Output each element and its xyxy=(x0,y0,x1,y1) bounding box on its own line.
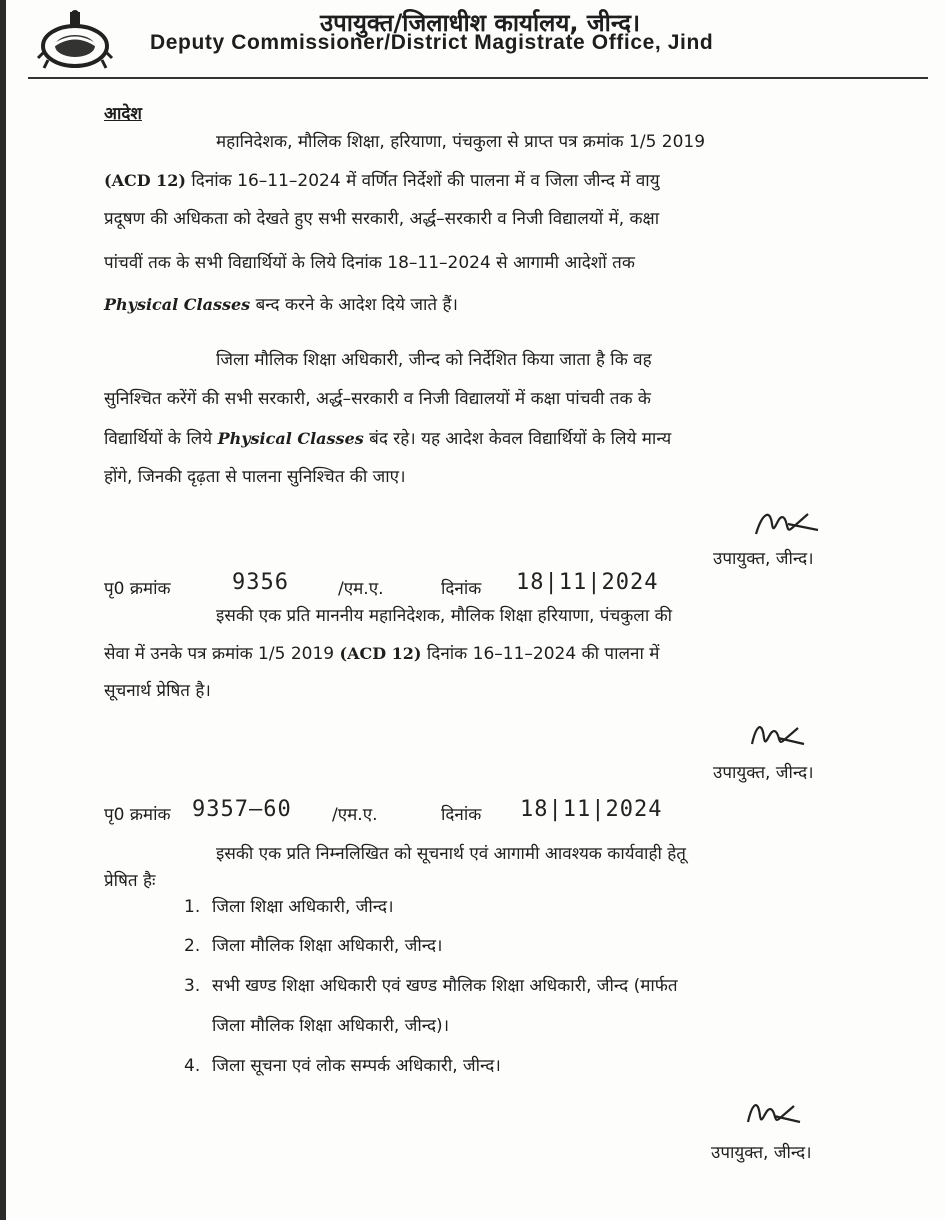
signature-1 xyxy=(752,504,822,544)
acd-ref: (ACD 12) xyxy=(104,171,186,190)
end2-line1: इसकी एक प्रति निम्नलिखित को सूचनार्थ एवं आगामी आवश्यक कार्यवाही हेतू xyxy=(216,844,686,864)
ref-suffix-1: /एम.ए. xyxy=(338,579,384,599)
para2-line4: होंगे, जिनकी दृढ़ता से पालना सुनिश्चित की जाए। xyxy=(104,467,406,487)
recipient-2: जिला मौलिक शिक्षा अधिकारी, जीन्द। xyxy=(212,936,443,956)
ref-label-2: पृ0 क्रमांक xyxy=(104,805,171,825)
recipient-2-num: 2. xyxy=(184,936,201,956)
recipient-1: जिला शिक्षा अधिकारी, जीन्द। xyxy=(212,897,394,917)
ref-number-2: 9357–60 xyxy=(192,797,292,822)
date-value-1: 18|11|2024 xyxy=(516,570,659,595)
para2-line2: सुनिश्चित करेंगें की सभी सरकारी, अर्द्ध–सरकारी व निजी विद्यालयों में कक्षा पांचवी तक के xyxy=(104,389,651,409)
scan-edge xyxy=(0,0,6,1220)
date-label-2: दिनांक xyxy=(441,805,482,825)
signature-3 xyxy=(744,1094,804,1134)
para2-line1: जिला मौलिक शिक्षा अधिकारी, जीन्द को निर्देशित किया जाता है कि वह xyxy=(216,350,652,370)
end1-line1: इसकी एक प्रति माननीय महानिदेशक, मौलिक शिक्षा हरियाणा, पंचकुला की xyxy=(216,606,673,626)
para1-line3: प्रदूषण की अधिकता को देखते हुए सभी सरकारी, अर्द्ध–सरकारी व निजी विद्यालयों में, कक्षा xyxy=(104,209,660,229)
date-value-2: 18|11|2024 xyxy=(520,797,663,822)
acd-ref: (ACD 12) xyxy=(339,644,422,663)
recipient-4: जिला सूचना एवं लोक सम्पर्क अधिकारी, जीन्द। xyxy=(212,1056,501,1076)
ref-number-1: 9356 xyxy=(232,570,289,595)
end1-line3: सूचनार्थ प्रेषित है। xyxy=(104,681,211,701)
para1-line5: बन्द करने के आदेश दिये जाते हैं। xyxy=(255,295,458,315)
end2-line2: प्रेषित हैः xyxy=(104,871,156,891)
end1-signatory: उपायुक्त, जीन्द। xyxy=(713,763,814,783)
recipient-4-num: 4. xyxy=(184,1056,201,1076)
ref-suffix-2: /एम.ए. xyxy=(332,805,378,825)
date-label-1: दिनांक xyxy=(441,579,482,599)
physical-classes-text: Physical Classes xyxy=(217,429,364,448)
recipient-3-cont: जिला मौलिक शिक्षा अधिकारी, जीन्द)। xyxy=(212,1016,450,1036)
para1-line2: दिनांक 16–11–2024 में वर्णित निर्देशों की पालना में व जिला जीन्द में वायु xyxy=(191,171,660,191)
header-rule xyxy=(28,77,928,79)
order-signatory: उपायुक्त, जीन्द। xyxy=(713,549,814,569)
para1-line1: महानिदेशक, मौलिक शिक्षा, हरियाणा, पंचकुला से प्राप्त पत्र क्रमांक 1/5 2019 xyxy=(216,132,706,152)
haryana-emblem-icon xyxy=(36,8,114,74)
recipient-3: सभी खण्ड शिक्षा अधिकारी एवं खण्ड मौलिक शिक्षा अधिकारी, जीन्द (मार्फत xyxy=(212,976,678,996)
office-title-english: Deputy Commissioner/District Magistrate Office, Jind xyxy=(150,31,714,54)
physical-classes-text: Physical Classes xyxy=(104,295,251,314)
para2-line3c: बंद रहे। यह आदेश केवल विद्यार्थियों के लिये मान्य xyxy=(369,429,672,449)
para1-line4: पांचवीं तक के सभी विद्यार्थियों के लिये दिनांक 18–11–2024 से आगामी आदेशों तक xyxy=(104,253,635,273)
signature-2 xyxy=(748,716,808,756)
para2-line3a: विद्यार्थियों के लिये xyxy=(104,429,213,449)
end1-line2a: सेवा में उनके पत्र क्रमांक 1/5 2019 xyxy=(104,644,335,664)
end1-line2c: दिनांक 16–11–2024 की पालना में xyxy=(426,644,660,664)
recipient-3-num: 3. xyxy=(184,976,201,996)
recipient-1-num: 1. xyxy=(184,897,201,917)
office-title-hindi: उपायुक्त/जिलाधीश कार्यालय, जीन्द। xyxy=(320,9,641,37)
order-heading: आदेश xyxy=(104,104,142,124)
ref-label-1: पृ0 क्रमांक xyxy=(104,579,171,599)
end2-signatory: उपायुक्त, जीन्द। xyxy=(711,1143,812,1163)
